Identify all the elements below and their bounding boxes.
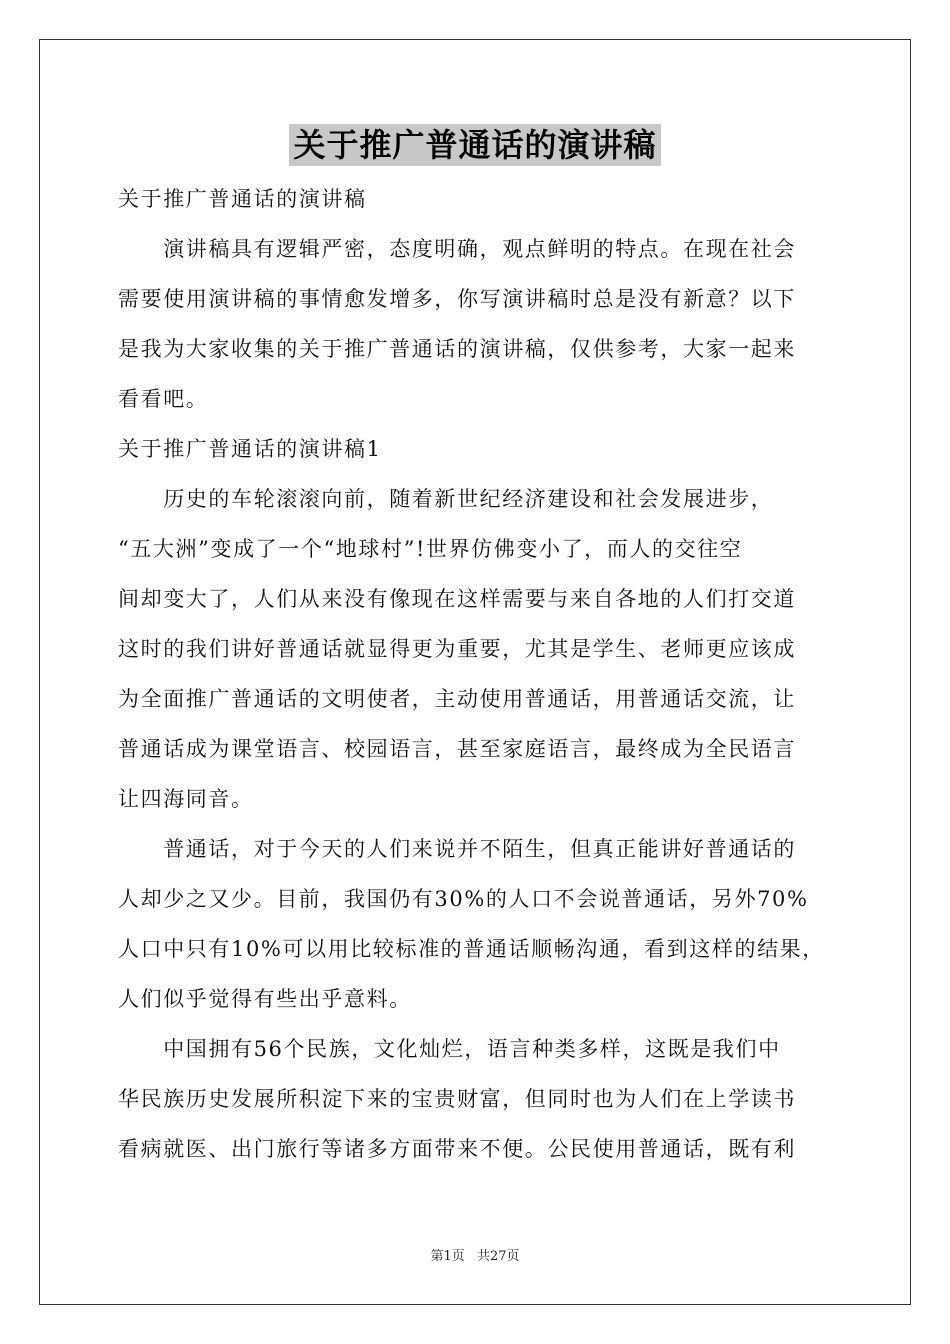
text-line: 需要使用演讲稿的事情愈发增多，你写演讲稿时总是没有新意？以下 xyxy=(118,287,796,311)
page-border xyxy=(39,39,911,1305)
text-line: 中国拥有56个民族，文化灿烂，语言种类多样，这既是我们中 xyxy=(118,1037,781,1061)
text-line: 历史的车轮滚滚向前，随着新世纪经济建设和社会发展进步， xyxy=(118,487,774,511)
total-pages: 共27页 xyxy=(476,1249,520,1264)
text-line: 为全面推广普通话的文明使者，主动使用普通话，用普通话交流，让 xyxy=(118,687,796,711)
text-line: 这时的我们讲好普通话就显得更为重要，尤其是学生、老师更应该成 xyxy=(118,637,796,661)
document-title xyxy=(0,124,950,166)
text-line: 看病就医、出门旅行等诸多方面带来不便。公民使用普通话，既有利 xyxy=(118,1137,796,1161)
text-line: 普通话成为课堂语言、校园语言，甚至家庭语言，最终成为全民语言 xyxy=(118,737,796,761)
text-line: 人口中只有10%可以用比较标准的普通话顺畅沟通，看到这样的结果， xyxy=(118,937,825,961)
text-line: 演讲稿具有逻辑严密，态度明确，观点鲜明的特点。在现在社会 xyxy=(118,237,796,261)
text-line: 间却变大了，人们从来没有像现在这样需要与来自各地的人们打交道 xyxy=(118,587,796,611)
text-line: 人们似乎觉得有些出乎意料。 xyxy=(118,987,412,1011)
text-line: “五大洲”变成了一个“地球村”!世界仿佛变小了，而人的交往空 xyxy=(118,537,743,561)
text-line: 人却少之又少。目前，我国仍有30%的人口不会说普通话，另外70% xyxy=(118,887,809,911)
page-number: 第1页 xyxy=(430,1249,465,1264)
text-line: 是我为大家收集的关于推广普通话的演讲稿，仅供参考，大家一起来 xyxy=(118,337,796,361)
text-line: 关于推广普通话的演讲稿 xyxy=(118,187,367,211)
text-line: 华民族历史发展所积淀下来的宝贵财富，但同时也为人们在上学读书 xyxy=(118,1087,796,1111)
document-title-text: 关于推广普通话的演讲稿 xyxy=(289,124,660,166)
text-line: 关于推广普通话的演讲稿1 xyxy=(118,437,382,461)
text-line: 让四海同音。 xyxy=(118,787,254,811)
text-line: 看看吧。 xyxy=(118,387,209,411)
text-line: 普通话，对于今天的人们来说并不陌生，但真正能讲好普通话的 xyxy=(118,837,796,861)
page-footer xyxy=(0,1245,950,1264)
